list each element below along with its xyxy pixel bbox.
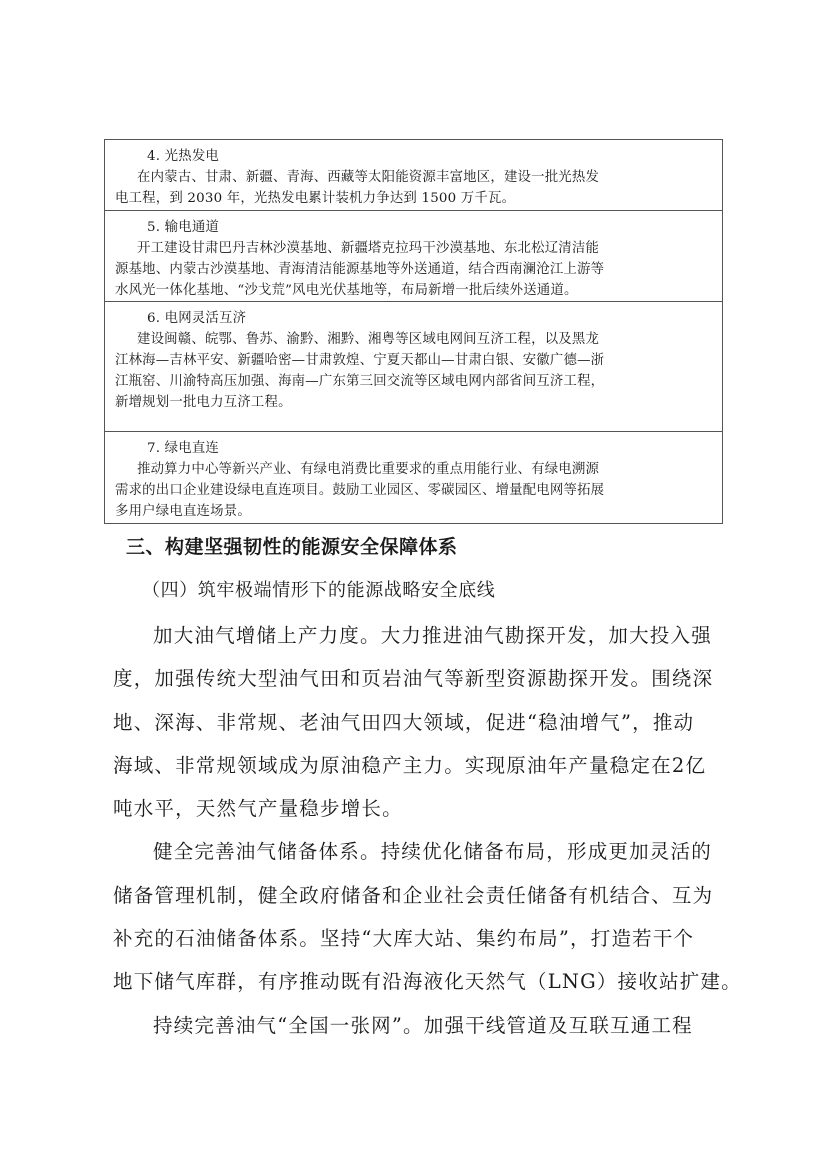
paragraph-line: 健全完善油气储备体系。持续优化储备布局，形成更加灵活的	[153, 840, 712, 864]
project-table	[104, 139, 723, 524]
cell-line: 开工建设甘肃巴丹吉林沙漠基地、新疆塔克拉玛干沙漠基地、东北松辽清洁能	[137, 241, 600, 256]
cell-title: 5. 输电通道	[147, 220, 219, 235]
subsection-heading: （四）筑牢极端情形下的能源战略安全底线	[142, 580, 496, 601]
paragraph-line: 地下储气库群，有序推动既有沿海液化天然气（LNG）接收站扩建。	[113, 970, 742, 994]
paragraph-line: 储备管理机制，健全政府储备和企业社会责任储备有机结合、互为	[113, 883, 714, 907]
cell-title: 6. 电网灵活互济	[147, 311, 247, 326]
cell-title: 4. 光热发电	[147, 149, 219, 164]
body-text	[113, 614, 742, 1047]
cell-line: 多用户绿电直连场景。	[115, 504, 251, 519]
paragraph-line: 补充的石油储备体系。坚持“大库大站、集约布局”，打造若干个	[113, 927, 695, 951]
paragraph-line: 吨水平，天然气产量稳步增长。	[113, 797, 403, 821]
table-cell-transmission	[105, 210, 722, 301]
cell-title: 7. 绿电直连	[147, 441, 219, 456]
paragraph-line: 度，加强传统大型油气田和页岩油气等新型资源勘探开发。围绕深	[113, 667, 714, 691]
cell-line: 源基地、内蒙古沙漠基地、青海清洁能源基地等外送通道，结合西南澜沧江上游等	[115, 262, 605, 277]
cell-line: 水风光一体化基地、“沙戈荒”风电光伏基地等，布局新增一批后续外送通道。	[115, 283, 578, 298]
paragraph-line: 地、深海、非常规、老油气田四大领域，促进“稳油增气”，推动	[113, 710, 695, 734]
paragraph-line: 海域、非常规领域成为原油稳产主力。实现原油年产量稳定在2亿	[113, 753, 707, 777]
table-cell-solar-thermal	[105, 140, 722, 210]
cell-line: 需求的出口企业建设绿电直连项目。鼓励工业园区、零碳园区、增量配电网等拓展	[115, 483, 605, 498]
section-heading: 三、构建坚强韧性的能源安全保障体系	[126, 536, 458, 558]
table-cell-grid-interconnection	[105, 301, 722, 431]
cell-line: 新增规划一批电力互济工程。	[115, 395, 292, 410]
table-cell-green-direct	[105, 431, 722, 525]
cell-line: 电工程，到 2030 年，光热发电累计装机力争达到 1500 万千瓦。	[115, 191, 516, 206]
paragraph-line: 持续完善油气“全国一张网”。加强干线管道及互联互通工程	[153, 1013, 693, 1037]
paragraph-line: 加大油气增储上产力度。大力推进油气勘探开发，加大投入强	[153, 624, 712, 647]
cell-line: 建设闽赣、皖鄂、鲁苏、渝黔、湘黔、湘粤等区域电网间互济工程，以及黑龙	[137, 332, 600, 347]
cell-line: 推动算力中心等新兴产业、有绿电消费比重要求的重点用能行业、有绿电溯源	[137, 462, 600, 477]
cell-line: 在内蒙古、甘肃、新疆、青海、西藏等太阳能资源丰富地区，建设一批光热发	[137, 170, 600, 185]
cell-line: 江林海—吉林平安、新疆哈密—甘肃敦煌、宁夏天都山—甘肃白银、安徽广德—浙	[115, 353, 605, 368]
cell-line: 江瓶窑、川渝特高压加强、海南—广东第三回交流等区域电网内部省间互济工程，	[115, 374, 605, 389]
